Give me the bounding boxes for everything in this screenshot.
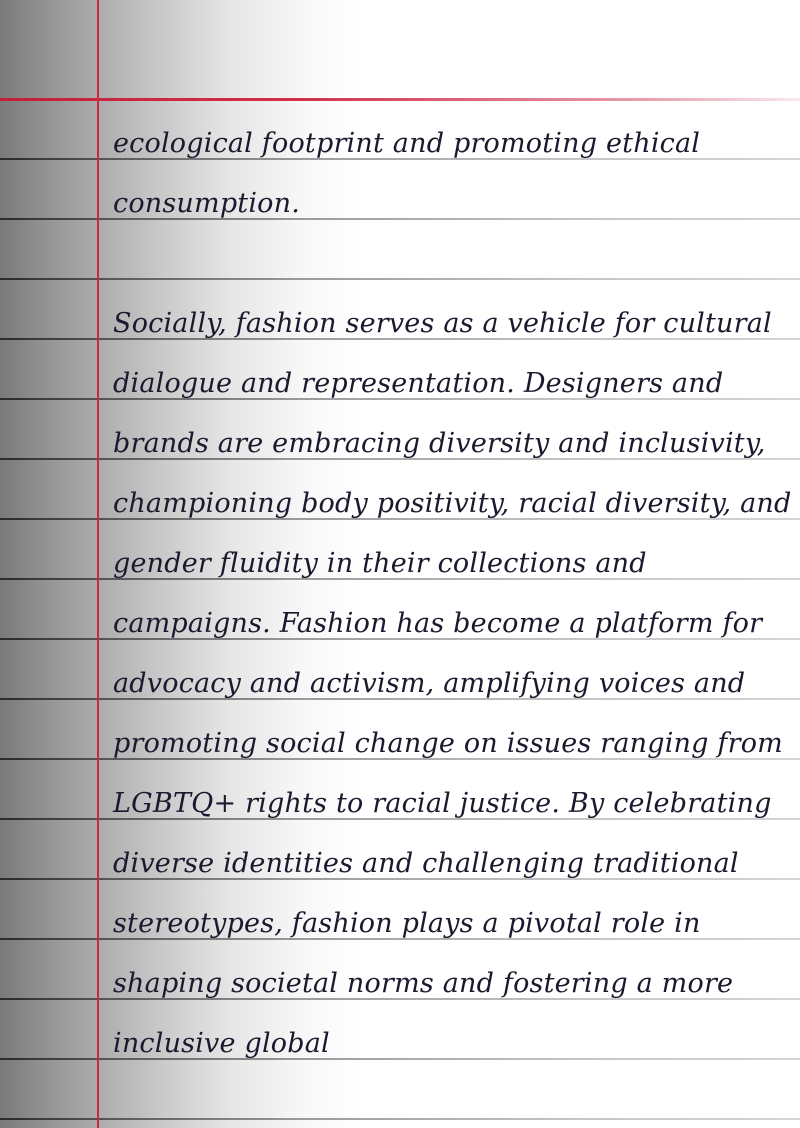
ruled-line [0,278,800,280]
text-line: consumption. [113,188,301,219]
text-line: dialogue and representation. Designers and [113,368,724,399]
text-line: stereotypes, fashion plays a pivotal role in [113,908,701,939]
text-line: diverse identities and challenging traditional [113,848,739,879]
text-line: Socially, fashion serves as a vehicle for cultural [113,308,772,339]
text-line: brands are embracing diversity and inclusivity, [113,428,766,459]
text-line: campaigns. Fashion has become a platform for [113,608,763,639]
margin-line [97,0,99,1128]
text-line: ecological footprint and promoting ethical [113,128,701,159]
text-line: shaping societal norms and fostering a more [113,968,734,999]
header-rule [0,98,800,101]
text-line: advocacy and activism, amplifying voices and [113,668,746,699]
text-line: championing body positivity, racial diversity, and [113,488,792,519]
text-line: gender fluidity in their collections and [113,548,647,579]
text-line: LGBTQ+ rights to racial justice. By celebrating [113,788,772,819]
text-line: inclusive global [113,1028,330,1059]
ruled-line [0,1118,800,1120]
text-line: promoting social change on issues ranging from [113,728,783,759]
